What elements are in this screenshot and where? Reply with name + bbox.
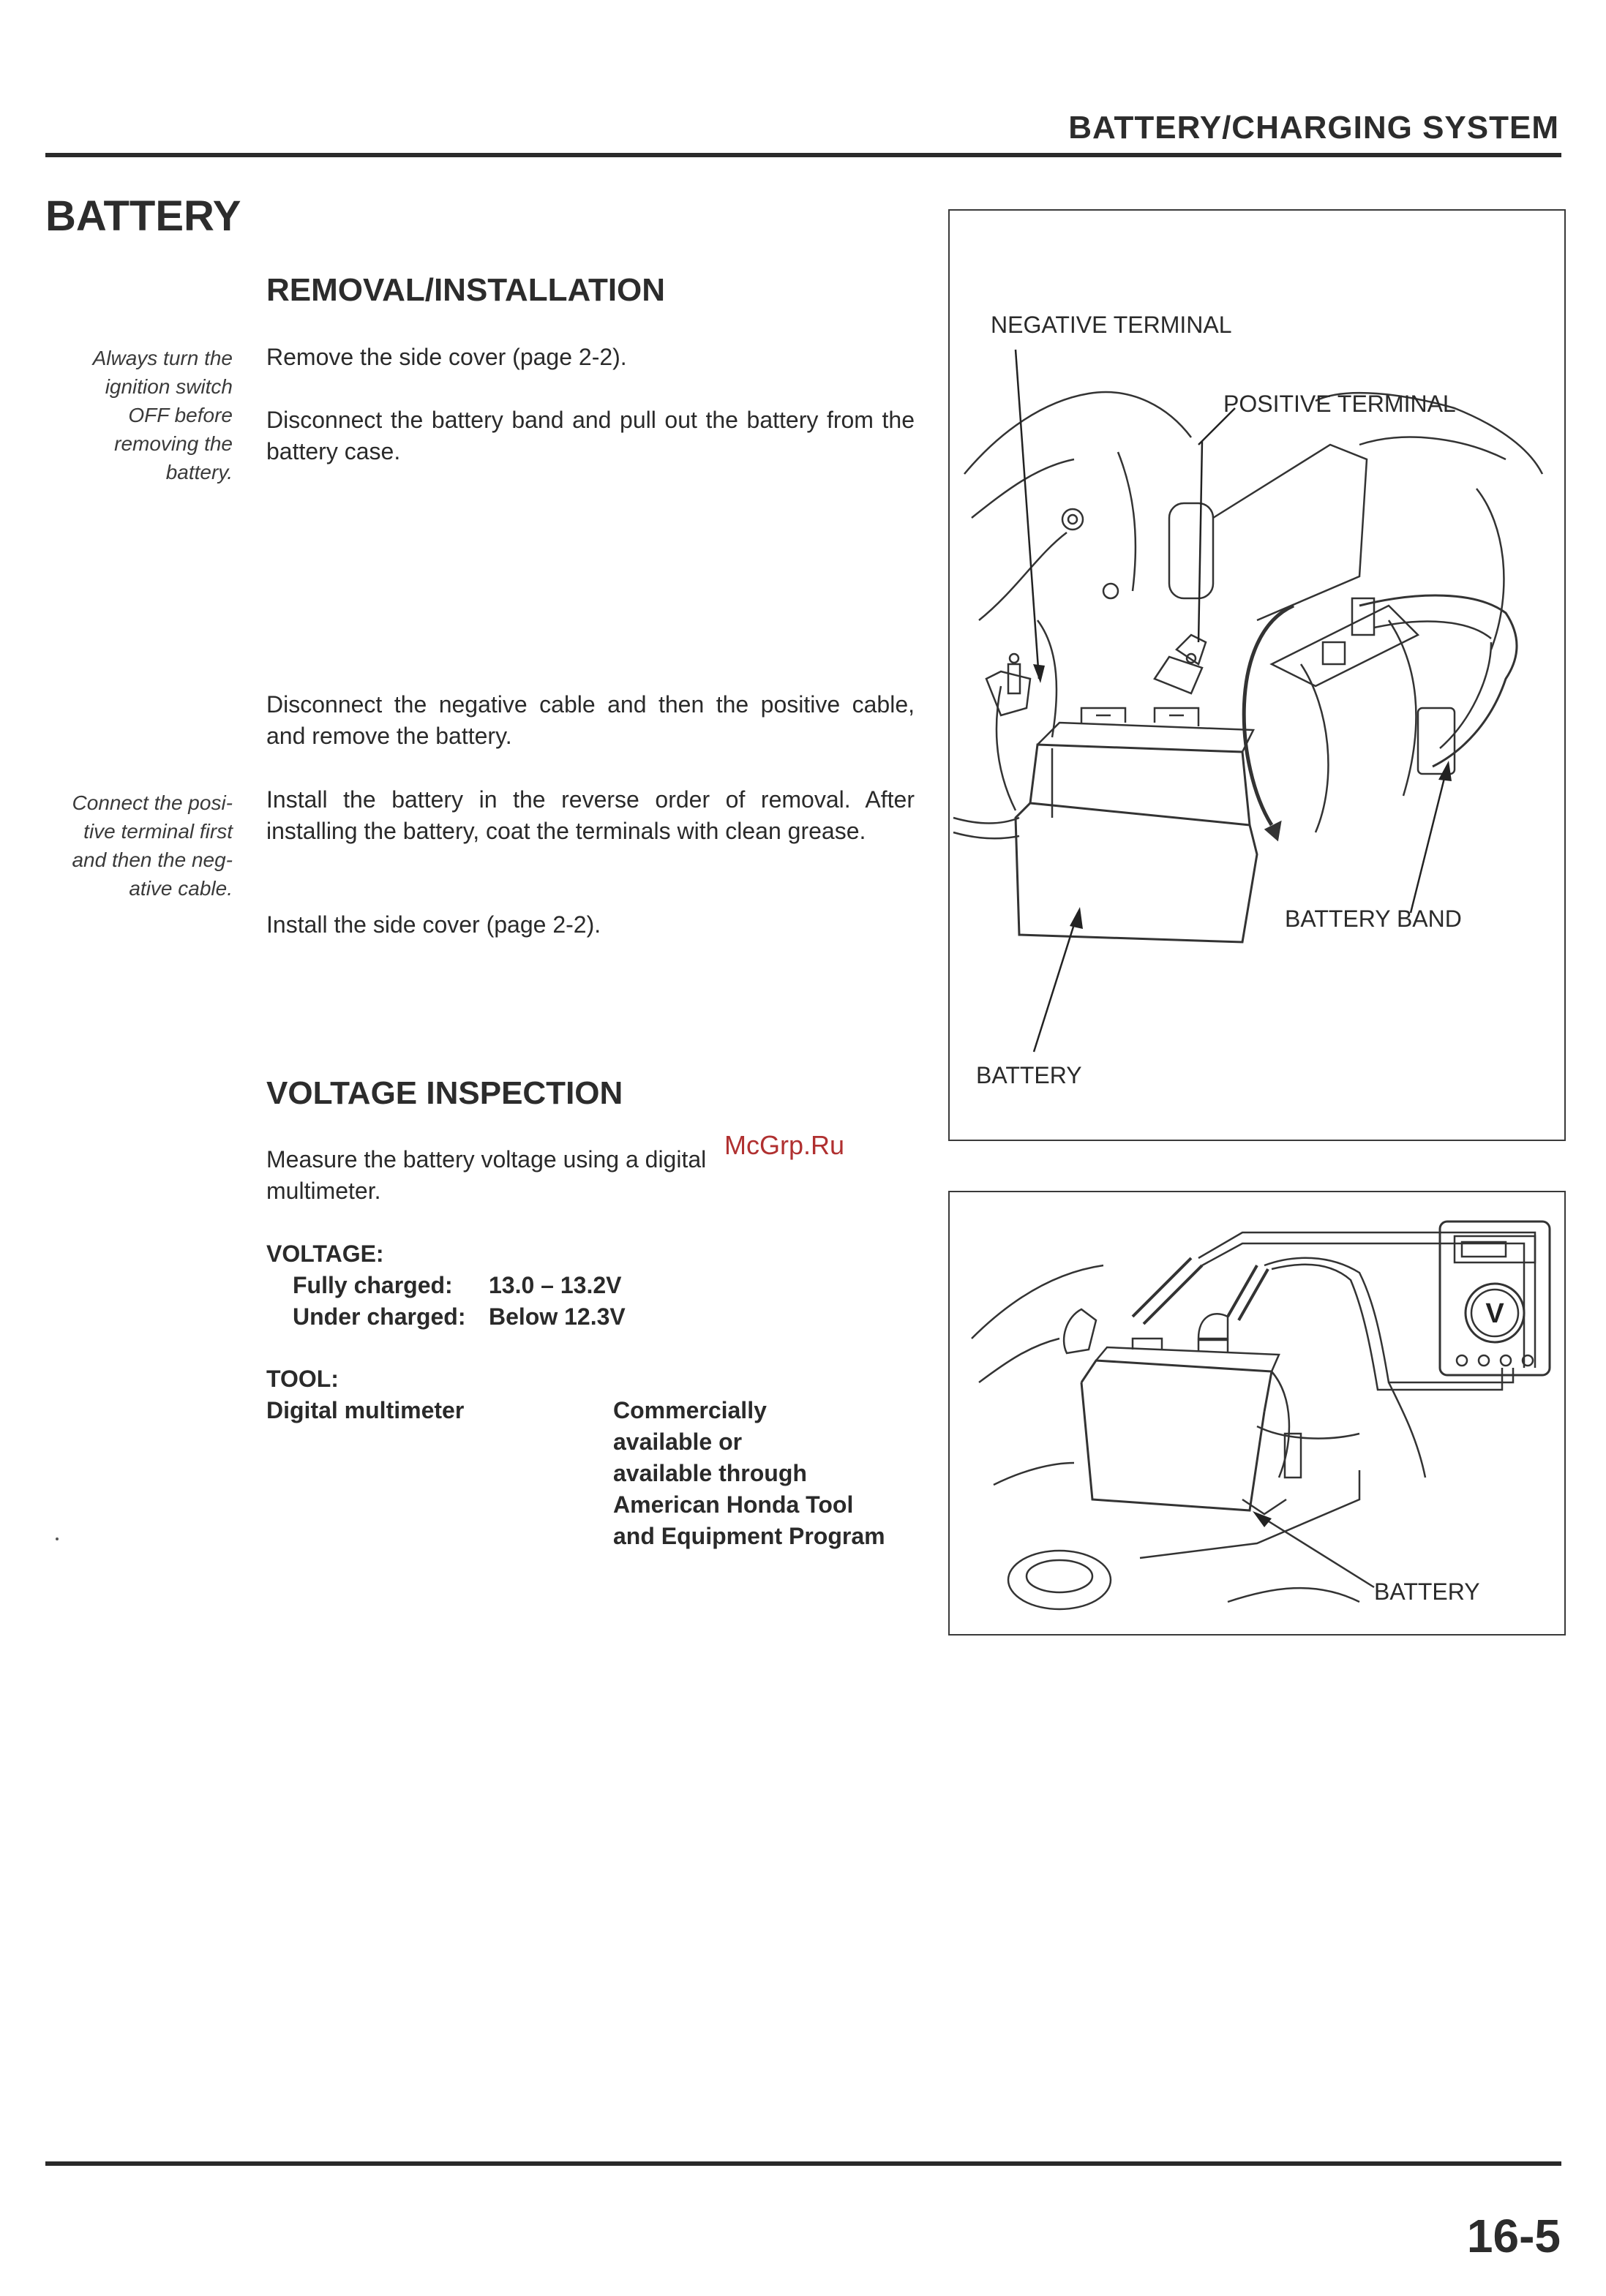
side-note-ignition: Always turn the ignition switch OFF before removing the battery.	[92, 347, 233, 483]
stray-dot	[56, 1537, 59, 1540]
side-note-terminal-order: Connect the posi- tive terminal first and then the neg- ative cable.	[72, 791, 233, 900]
multimeter-v-symbol: V	[1485, 1298, 1504, 1329]
figure-battery-removal	[948, 209, 1566, 1141]
battery-label-2: BATTERY	[1374, 1578, 1480, 1605]
voltage-inspection-illustration	[950, 1192, 1564, 1634]
fully-charged-label: Fully charged:	[293, 1272, 453, 1298]
footer-rule	[45, 2161, 1561, 2166]
header-rule	[45, 153, 1561, 157]
voltage-instruction: Measure the battery voltage using a digital multimeter.	[266, 1146, 707, 1204]
section-header: BATTERY/CHARGING SYSTEM	[1068, 110, 1559, 146]
voltage-heading: VOLTAGE INSPECTION	[266, 1075, 623, 1111]
tool-source: Commercially available or available through American Honda Tool and Equipment Program	[613, 1397, 885, 1549]
voltage-label: VOLTAGE:	[266, 1241, 384, 1267]
page-title: BATTERY	[45, 192, 241, 240]
under-charged-value: Below 12.3V	[489, 1303, 626, 1330]
watermark: McGrp.Ru	[724, 1130, 845, 1160]
battery-label: BATTERY	[976, 1062, 1082, 1088]
under-charged-label: Under charged:	[293, 1303, 466, 1330]
step-install-battery: Install the battery in the reverse order of removal. After installing the battery, coat the terminals with clean grease.	[266, 786, 915, 844]
step-disconnect-band: Disconnect the battery band and pull out the battery from the battery case.	[266, 407, 915, 464]
figure-voltage-inspection	[948, 1191, 1566, 1636]
page-number: 16-5	[1466, 2210, 1561, 2262]
step-remove-cover: Remove the side cover (page 2-2).	[266, 344, 627, 370]
positive-terminal-label: POSITIVE TERMINAL	[1223, 391, 1456, 417]
battery-removal-illustration	[950, 211, 1564, 1140]
fully-charged-value: 13.0 – 13.2V	[489, 1272, 622, 1298]
battery-band-label: BATTERY BAND	[1285, 906, 1462, 932]
step-install-cover: Install the side cover (page 2-2).	[266, 911, 601, 938]
tool-label: TOOL:	[266, 1366, 339, 1392]
removal-heading: REMOVAL/INSTALLATION	[266, 272, 666, 308]
negative-terminal-label: NEGATIVE TERMINAL	[991, 312, 1232, 338]
step-disconnect-cables: Disconnect the negative cable and then the positive cable, and remove the battery.	[266, 691, 915, 749]
tool-name: Digital multimeter	[266, 1397, 465, 1423]
